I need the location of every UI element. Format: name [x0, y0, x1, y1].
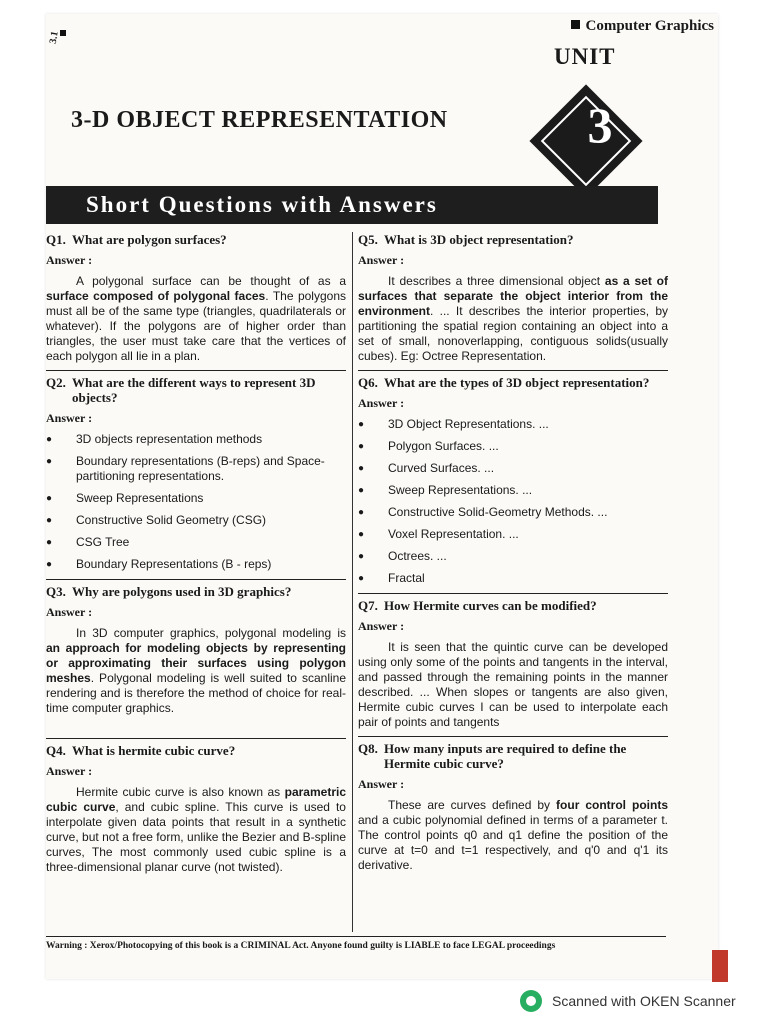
answer-label: Answer :	[358, 777, 405, 791]
book-page	[46, 14, 718, 979]
answer-q6-list	[358, 417, 668, 586]
list-item: ● 3D Object Representations. ...	[358, 417, 549, 431]
answer-label: Answer :	[358, 253, 405, 267]
question-q6: Q6. What are the types of 3D object representation?	[358, 375, 650, 390]
answer-q1: A polygonal surface can be thought of as a surface composed of polygonal faces. The polygons must all be of the same type (triangles, quadrilaterals or whatever). If the polygons are of higher order than triangles, the user must take care that the vertices of each polygon all lie in a plan.	[46, 274, 346, 363]
list-item: ● Boundary representations (B-reps) and Space-partitioning representations.	[46, 454, 325, 483]
question-q5: Q5. What is 3D object representation?	[358, 232, 574, 247]
page-mark	[60, 30, 66, 36]
page-number: 3.1	[47, 30, 61, 45]
section-banner: Short Questions with Answers	[46, 186, 658, 224]
list-item: ● 3D objects representation methods	[46, 432, 263, 446]
question-q4: Q4. What is hermite cubic curve?	[46, 743, 236, 758]
list-item: ● Boundary Representations (B - reps)	[46, 557, 272, 571]
answer-q5: It describes a three dimensional object as a set of surfaces that separate the object interior from the environment. ... It describes the interior properties, by partitioning the spatial region containing an object into a set of small, nonoverlapping, contiguous solids(usually cubes). Eg: Octree Representation.	[358, 274, 668, 363]
unit-label: UNIT	[554, 44, 616, 69]
scanner-text: Scanned with OKEN Scanner	[552, 993, 736, 1009]
answer-label: Answer :	[46, 411, 93, 425]
column-divider	[352, 232, 353, 932]
unit-number: 3	[587, 97, 613, 153]
answer-label: Answer :	[46, 605, 93, 619]
answer-q4: Hermite cubic curve is also known as parametric cubic curve, and cubic spline. This curve is used to interpolate given data points that result in a synthetic curve, but not a free form, unlike the Bezier and B-spline curves, The most commonly used cubic spline is a three-dimensional planar curve (not twisted).	[46, 785, 346, 874]
list-item: ● Constructive Solid Geometry (CSG)	[46, 513, 267, 527]
question-q3: Q3. Why are polygons used in 3D graphics?	[46, 584, 292, 599]
answer-q8: These are curves defined by four control points and a cubic polynomial defined in terms of a parameter t. The control points q0 and q1 define the position of the curve at t=0 and t=1 respectively, and q'0 and q'1 its derivative.	[358, 798, 668, 872]
answer-label: Answer :	[358, 619, 405, 633]
question-q8: Q8. How many inputs are required to define the Hermite cubic curve?	[358, 741, 627, 771]
list-item: ● Constructive Solid-Geometry Methods. ...	[358, 505, 608, 519]
list-item: ● Sweep Representations	[46, 491, 204, 505]
list-item: ● CSG Tree	[46, 535, 130, 549]
book-title: Computer Graphics	[571, 18, 714, 35]
list-item: ● Octrees. ...	[358, 549, 447, 563]
answer-label: Answer :	[46, 253, 93, 267]
answer-label: Answer :	[46, 764, 93, 778]
list-item: ● Sweep Representations. ...	[358, 483, 533, 497]
left-column	[46, 232, 346, 875]
question-q7: Q7. How Hermite curves can be modified?	[358, 598, 597, 613]
page-edge-decoration	[712, 950, 728, 982]
list-item: ● Voxel Representation. ...	[358, 527, 519, 541]
list-item: ● Curved Surfaces. ...	[358, 461, 495, 475]
warning-notice: Warning : Xerox/Photocopying of this book is a CRIMINAL Act. Anyone found guilty is LIABLE to face LEGAL proceedings	[46, 936, 666, 951]
answer-label: Answer :	[358, 396, 405, 410]
scanner-logo-icon	[520, 990, 542, 1012]
scanner-watermark	[520, 990, 736, 1012]
list-item: ● Fractal	[358, 571, 425, 585]
answer-q3: In 3D computer graphics, polygonal modeling is an approach for modeling objects by representing or approximating their surfaces using polygon meshes. Polygonal modeling is well suited to scanline rendering and is therefore the method of choice for real-time computer graphics.	[46, 626, 346, 715]
chapter-title: 3-D OBJECT REPRESENTATION	[71, 107, 448, 133]
answer-q2-list	[46, 432, 346, 572]
question-q2: Q2. What are the different ways to represent 3D objects?	[46, 375, 316, 405]
answer-q7: It is seen that the quintic curve can be developed using only some of the points and tangents in the interval, and passed through the remaining points in the manner described. ... When slopes or tangents are also given, Hermite cubic curves I can be used to interpolate each pair of points and tangents	[358, 640, 668, 729]
list-item: ● Polygon Surfaces. ...	[358, 439, 499, 453]
right-column	[358, 232, 668, 873]
question-q1: Q1. What are polygon surfaces?	[46, 232, 227, 247]
